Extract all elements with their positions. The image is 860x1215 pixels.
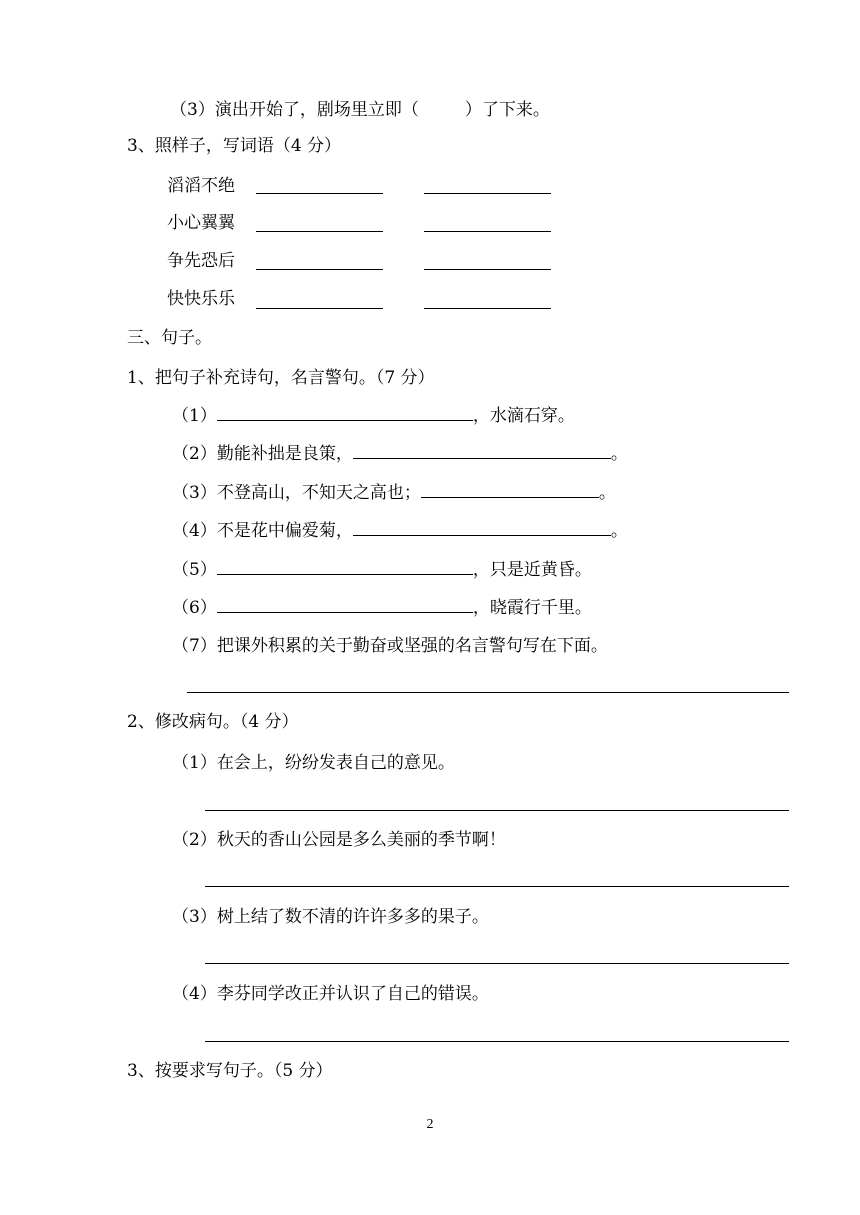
poetry-item: （2）勤能补拙是良策， 。 (172, 444, 628, 464)
answer-blank[interactable] (421, 481, 599, 498)
poetry-item: （4）不是花中偏爱菊， 。 (172, 521, 628, 541)
section-heading: 三、句子。 (127, 328, 212, 348)
answer-line[interactable] (205, 886, 789, 887)
answer-blank[interactable] (424, 308, 551, 309)
example-word: 快快乐乐 (167, 289, 235, 309)
example-word: 争先恐后 (167, 251, 235, 271)
answer-line[interactable] (187, 692, 789, 693)
answer-blank[interactable] (217, 404, 473, 421)
answer-line[interactable] (205, 963, 789, 964)
answer-blank[interactable] (353, 519, 611, 536)
correction-heading: 2、修改病句。（4 分） (127, 712, 299, 732)
answer-blank[interactable] (256, 231, 383, 232)
fill-item-3 (170, 99, 550, 121)
answer-blank[interactable] (256, 193, 383, 194)
poetry-heading: 1、把句子补充诗句，名言警句。（7 分） (127, 368, 435, 388)
word-row-4 (167, 288, 235, 310)
fill-item-3-after: ）了下来。 (464, 100, 550, 120)
word-row-3 (167, 250, 235, 272)
example-word: 小心翼翼 (167, 213, 235, 233)
word-row-2 (167, 212, 235, 234)
answer-blank[interactable] (353, 442, 611, 459)
rewrite-heading: 3、按要求写句子。（5 分） (127, 1061, 333, 1081)
answer-blank[interactable] (424, 193, 551, 194)
answer-blank[interactable] (424, 269, 551, 270)
answer-line[interactable] (205, 1041, 789, 1042)
poetry-item: （5） ，只是近黄昏。 (172, 560, 592, 580)
correction-item: （1）在会上，纷纷发表自己的意见。 (172, 753, 455, 773)
correction-item: （2）秋天的香山公园是多么美丽的季节啊！ (172, 830, 506, 850)
answer-blank[interactable] (424, 231, 551, 232)
answer-line[interactable] (205, 810, 789, 811)
fill-item-3-text: （3）演出开始了，剧场里立即（ (170, 100, 419, 120)
word-row-1 (167, 175, 235, 197)
poetry-item: （3）不登高山，不知天之高也； 。 (172, 483, 616, 503)
answer-blank[interactable] (256, 308, 383, 309)
poetry-item: （1） ，水滴石穿。 (172, 406, 575, 426)
answer-blank[interactable] (217, 558, 473, 575)
correction-item: （3）树上结了数不清的许许多多的果子。 (172, 907, 489, 927)
example-word: 滔滔不绝 (167, 176, 235, 196)
words-heading: 3、照样子，写词语（4 分） (127, 136, 342, 156)
correction-item: （4）李芬同学改正并认识了自己的错误。 (172, 984, 489, 1004)
page-number: 2 (426, 1117, 434, 1132)
answer-blank[interactable] (256, 269, 383, 270)
poetry-item: （6） ，晓霞行千里。 (172, 598, 592, 618)
poetry-item: （7）把课外积累的关于勤奋或坚强的名言警句写在下面。 (172, 636, 608, 656)
answer-blank[interactable] (217, 596, 473, 613)
